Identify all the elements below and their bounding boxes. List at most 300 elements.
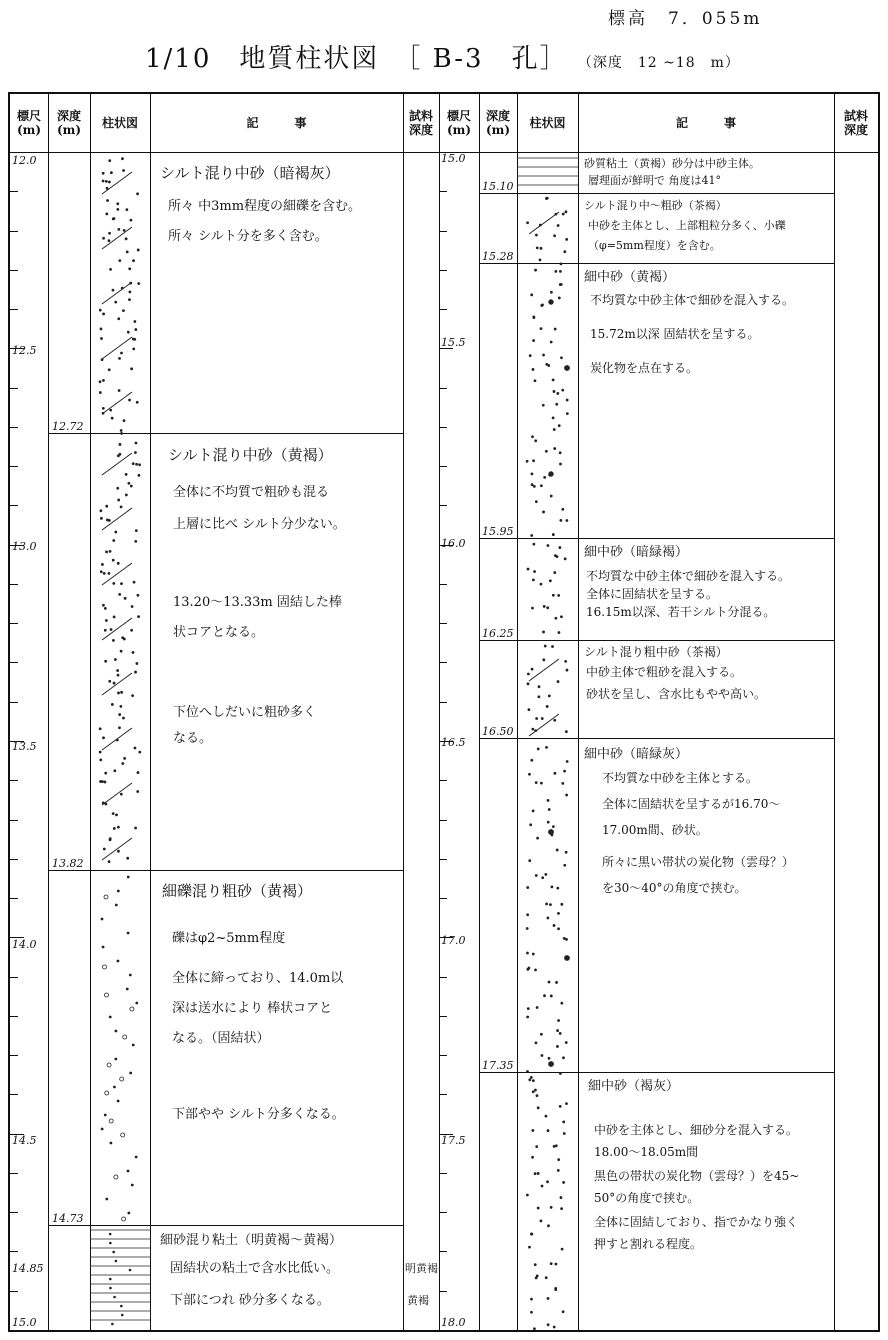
pattern-dot: [103, 313, 105, 315]
pattern-dot: [532, 810, 534, 812]
pattern-line: [102, 563, 132, 585]
pattern-dot: [113, 218, 115, 220]
pattern-dot: [547, 800, 549, 802]
pattern-dot: [526, 1194, 528, 1196]
pattern-dot: [120, 650, 122, 652]
pattern-dot: [106, 213, 108, 215]
pattern-dot: [555, 617, 557, 619]
pattern-dot: [113, 540, 115, 542]
pattern-dot: [558, 425, 560, 427]
pattern-dot: [115, 1058, 117, 1060]
pattern-dot: [529, 860, 531, 862]
pattern-dot: [561, 616, 563, 618]
pattern-dot: [118, 390, 120, 392]
pattern-dot: [127, 331, 129, 333]
pattern-dot: [544, 645, 546, 647]
layer-note: 所々 中3mm程度の細礫を含む。: [168, 199, 362, 214]
pattern-dot: [559, 1105, 561, 1107]
scale-tick: [10, 1016, 18, 1017]
scale-label: 13.5: [12, 740, 37, 753]
pattern-dot: [130, 219, 132, 221]
layer-title: シルト混り中砂（黄褐）: [168, 446, 333, 464]
pattern-dot: [133, 581, 135, 583]
pattern-dot: [560, 284, 562, 286]
pattern-dot: [134, 321, 136, 323]
pattern-dot: [549, 1062, 554, 1067]
pattern-dot: [121, 352, 123, 354]
pattern-dot: [554, 235, 556, 237]
pattern-dot: [543, 511, 545, 513]
pattern-dot: [546, 363, 548, 365]
pattern-dot: [535, 501, 537, 503]
layer-title: シルト混り粗中砂（茶褐）: [584, 645, 728, 659]
col-head-sample-right: 試料 深度: [843, 109, 868, 137]
pattern-dot: [559, 1033, 561, 1035]
pattern-dot: [115, 1260, 117, 1262]
layer-note: 層理面が鮮明で 角度は41°: [588, 174, 721, 187]
pattern-dot: [123, 420, 125, 422]
pattern-dot: [559, 547, 561, 549]
title-text: 1/10 地質柱状図 ［ B-3 孔］: [145, 44, 568, 74]
scale-label: 13.0: [12, 540, 37, 553]
scale-tick: [10, 388, 18, 389]
pattern-dot: [535, 782, 537, 784]
scale-tick: [10, 1212, 18, 1213]
pattern-dot: [114, 1086, 116, 1088]
pattern-dot: [555, 1263, 557, 1265]
pattern-dot: [558, 1159, 560, 1161]
scale-tick: [439, 1212, 447, 1213]
pattern-dot: [558, 912, 560, 914]
pattern-dot: [527, 887, 529, 889]
pattern-dot: [124, 597, 126, 599]
pattern-dot: [546, 746, 548, 748]
pattern-dot: [102, 408, 104, 410]
pattern-dot: [131, 1184, 133, 1186]
scale-tick: [439, 309, 447, 310]
layer-note: 炭化物を点在する。: [590, 361, 699, 375]
pattern-dot: [531, 1311, 533, 1313]
pattern-dot: [562, 213, 564, 215]
pattern-dot: [115, 301, 117, 303]
scale-tick: [10, 702, 18, 703]
pattern-dot: [541, 305, 543, 307]
pattern-dot: [126, 251, 128, 253]
pattern-dot: [137, 772, 139, 774]
pattern-dot: [535, 440, 537, 442]
scale-tick: [439, 1055, 447, 1056]
pattern-dot: [566, 669, 568, 671]
pattern-dot: [135, 827, 137, 829]
pattern-dot: [119, 593, 121, 595]
pattern-dot: [118, 318, 120, 320]
layer-title: 細中砂（暗緑褐）: [584, 545, 689, 560]
pattern-dot: [110, 269, 112, 271]
pattern-dot: [132, 652, 134, 654]
pattern-dot: [101, 338, 103, 340]
pattern-dot: [531, 473, 533, 475]
pattern-dot: [553, 1326, 555, 1328]
pattern-dot: [542, 877, 544, 879]
pattern-dot: [566, 399, 568, 401]
pattern-dot: [109, 680, 111, 682]
pattern-dot: [554, 328, 556, 330]
pattern-dot: [108, 861, 110, 863]
pattern-dot: [99, 728, 101, 730]
pattern-dot: [544, 477, 546, 479]
pattern-dot: [535, 875, 537, 877]
scale-tick: [439, 1094, 447, 1095]
pattern-dot: [538, 696, 540, 698]
pattern-dot: [135, 541, 137, 543]
pattern-dot: [111, 704, 113, 706]
pattern-dot: [556, 849, 558, 851]
pattern-dot: [548, 981, 550, 983]
scale-tick: [439, 820, 447, 821]
pattern-dot: [550, 341, 552, 343]
layer-title: 細礫混り粗砂（黄褐）: [162, 882, 313, 900]
scale-tick: [439, 623, 447, 624]
pattern-dot: [549, 830, 554, 835]
pattern-dot: [564, 864, 566, 866]
scale-tick: [439, 898, 447, 899]
pattern-dot: [553, 925, 555, 927]
pattern-dot: [119, 444, 121, 446]
pattern-dot: [532, 1130, 534, 1132]
layer-note: 13.20～13.33m 固結した棒: [173, 595, 342, 610]
pattern-dot: [129, 291, 131, 293]
scale-tick: [439, 584, 447, 585]
layer-note: 18.00～18.05m間: [594, 1145, 699, 1159]
pattern-dot: [126, 209, 128, 211]
pattern-gravel: [130, 1007, 134, 1011]
pattern-dot: [117, 487, 119, 489]
scale-label: 17.0: [441, 934, 466, 947]
pattern-dot: [531, 1298, 533, 1300]
pattern-dot: [548, 1057, 550, 1059]
pattern-dot: [534, 571, 536, 573]
pattern-dot: [562, 508, 564, 510]
scale-tick: [10, 623, 18, 624]
pattern-dot: [110, 409, 112, 411]
pattern-dot: [121, 1305, 123, 1307]
pattern-line: [102, 838, 132, 860]
scale-tick: [10, 270, 18, 271]
layer-note: 16.15m以深、若干シルト分混る。: [586, 605, 776, 619]
pattern-dot: [563, 1133, 565, 1135]
layer-note: 黒色の帯状の炭化物（雲母？）を45~: [594, 1169, 800, 1183]
pattern-dot: [561, 357, 563, 359]
scale-tick: [439, 977, 447, 978]
pattern-dot: [558, 595, 560, 597]
col-head-sample: 試料 深度: [408, 109, 433, 137]
depth-label: 17.35: [482, 1059, 514, 1072]
pattern-dot: [535, 1277, 537, 1279]
pattern-dot: [100, 759, 102, 761]
pattern-dot: [552, 646, 554, 648]
pattern-dot: [120, 506, 122, 508]
scale-tick: [439, 505, 447, 506]
pattern-line: [102, 282, 132, 304]
pattern-dot: [539, 259, 541, 261]
pattern-dot: [135, 1156, 137, 1158]
pattern-dot: [118, 850, 120, 852]
pattern-dot: [554, 448, 556, 450]
pattern-dot: [132, 1044, 134, 1046]
pattern-dot: [135, 530, 137, 532]
layer-note: 上層に比べ シルト分少ない。: [173, 517, 346, 532]
pattern-dot: [537, 748, 539, 750]
page-title: [145, 38, 740, 75]
pattern-dot: [109, 551, 111, 553]
pattern-dot: [532, 728, 534, 730]
col-head-scale: 標尺 (m): [16, 109, 42, 137]
col-head-column-right: 柱状図: [529, 116, 566, 130]
pattern-dot: [555, 270, 557, 272]
pattern-dot: [530, 1076, 532, 1078]
pattern-dot: [536, 247, 538, 249]
scale-tick: [439, 1016, 447, 1017]
pattern-dot: [565, 661, 567, 663]
pattern-dot: [557, 1046, 559, 1048]
pattern-dot: [550, 904, 552, 906]
layer-note: なる。（固結状）: [172, 1031, 270, 1046]
pattern-dot: [566, 413, 568, 415]
scale-label: 15.0: [12, 1316, 37, 1329]
layer-note: 所々 シルト分を多く含む。: [168, 229, 328, 244]
pattern-dot: [100, 571, 102, 573]
layer-note: 下部につれ 砂分多くなる。: [170, 1293, 330, 1308]
pattern-dot: [536, 1095, 538, 1097]
pattern-dot: [104, 1114, 106, 1116]
pattern-dot: [103, 848, 105, 850]
pattern-dot: [543, 659, 545, 661]
depth-label: 14.73: [52, 1212, 84, 1225]
pattern-dot: [104, 629, 106, 631]
pattern-dot: [537, 1107, 539, 1109]
scale-label: 12.0: [12, 154, 37, 167]
pattern-dot: [132, 695, 134, 697]
pattern-dot: [536, 1146, 538, 1148]
pattern-dot: [540, 485, 542, 487]
pattern-dot: [559, 1073, 561, 1075]
pattern-dot: [109, 1016, 111, 1018]
scale-tick: [10, 1291, 18, 1292]
pattern-dot: [543, 605, 545, 607]
pattern-dot: [117, 1100, 119, 1102]
pattern-dot: [557, 681, 559, 683]
pattern-dot: [112, 1323, 114, 1325]
scale-tick: [439, 231, 447, 232]
pattern-dot: [113, 639, 115, 641]
pattern-dot: [543, 631, 545, 633]
pattern-gravel: [105, 1091, 109, 1095]
pattern-dot: [126, 988, 128, 990]
pattern-dot: [565, 366, 570, 371]
layer-note: 中砂主体で粗砂を混入する。: [586, 665, 743, 679]
pattern-dot: [560, 520, 562, 522]
pattern-dot: [557, 1170, 559, 1172]
pattern-dot: [115, 1030, 117, 1032]
pattern-dot: [529, 773, 531, 775]
pattern-dot: [550, 1263, 552, 1265]
pattern-dot: [565, 851, 567, 853]
pattern-dot: [113, 828, 115, 830]
pattern-gravel: [105, 993, 109, 997]
pattern-dot: [108, 572, 110, 574]
layer-note: 中砂を主体とし、上部粗粒分多く、小礫: [588, 219, 786, 232]
pattern-dot: [534, 1264, 536, 1266]
pattern-dot: [139, 464, 141, 466]
layer-note: 固結状の粘土で含水比低い。: [170, 1261, 340, 1276]
pattern-dot: [556, 556, 558, 558]
scale-label: 17.5: [441, 1134, 466, 1147]
scale-tick: [10, 191, 18, 192]
pattern-dot: [129, 1269, 131, 1271]
pattern-dot: [135, 671, 137, 673]
pattern-dot: [129, 299, 131, 301]
pattern-dot: [103, 237, 105, 239]
scale-tick: [10, 505, 18, 506]
pattern-dot: [117, 890, 119, 892]
pattern-dot: [108, 240, 110, 242]
pattern-dot: [559, 452, 561, 454]
pattern-dot: [541, 1055, 543, 1057]
pattern-dot: [101, 517, 103, 519]
pattern-dot: [127, 932, 129, 934]
scale-tick: [439, 466, 447, 467]
scale-tick: [10, 427, 18, 428]
scale-tick: [439, 1291, 447, 1292]
layer-title: シルト混り中砂（暗褐灰）: [160, 164, 340, 182]
pattern-dot: [548, 1225, 550, 1227]
pattern-dot: [110, 1242, 112, 1244]
pattern-dot: [529, 1079, 531, 1081]
pattern-dot: [110, 1142, 112, 1144]
pattern-dot: [527, 222, 529, 224]
col-head-notes: 記 事: [246, 116, 307, 130]
pattern-dot: [531, 1233, 533, 1235]
scale-tick: [439, 662, 447, 663]
pattern-dot: [560, 1197, 562, 1199]
layer-title: 細中砂（褐灰）: [588, 1079, 680, 1094]
pattern-dot: [565, 211, 567, 213]
pattern-dot: [552, 594, 554, 596]
pattern-dot: [104, 607, 106, 609]
depth-label: 16.25: [482, 627, 514, 640]
pattern-dot: [564, 251, 566, 253]
layer-note: 全体に固結状を呈するが16.70～: [602, 797, 781, 811]
layer-note: 所々に黒い帯状の炭化物（雲母？）: [602, 855, 795, 869]
pattern-dot: [121, 691, 123, 693]
pattern-dot: [563, 1182, 565, 1184]
pattern-dot: [531, 294, 533, 296]
pattern-dot: [113, 682, 115, 684]
pattern-dot: [116, 814, 118, 816]
scale-tick: [439, 270, 447, 271]
pattern-dot: [552, 534, 554, 536]
pattern-dot: [120, 793, 122, 795]
pattern-dot: [127, 876, 129, 878]
pattern-dot: [546, 706, 548, 708]
pattern-dot: [548, 809, 550, 811]
pattern-dot: [112, 289, 114, 291]
pattern-dot: [561, 903, 563, 905]
pattern-dot: [127, 857, 129, 859]
pattern-dot: [553, 429, 555, 431]
pattern-gravel: [104, 895, 108, 899]
pattern-dot: [104, 781, 106, 783]
pattern-dot: [117, 203, 119, 205]
pattern-dot: [563, 1121, 565, 1123]
pattern-dot: [566, 1103, 568, 1105]
pattern-dot: [130, 1072, 132, 1074]
pattern-dot: [138, 474, 140, 476]
pattern-line: [529, 212, 559, 234]
pattern-dot: [550, 1207, 552, 1209]
pattern-dot: [110, 1287, 112, 1289]
pattern-dot: [547, 1324, 549, 1326]
pattern-dot: [105, 803, 107, 805]
pattern-dot: [548, 695, 550, 697]
pattern-dot: [105, 660, 107, 662]
pattern-dot: [540, 583, 542, 585]
pattern-dot: [557, 393, 559, 395]
pattern-dot: [527, 952, 529, 954]
pattern-dot: [137, 791, 139, 793]
pattern-dot: [125, 473, 127, 475]
pattern-dot: [114, 770, 116, 772]
pattern-dot: [139, 751, 141, 753]
pattern-dot: [531, 535, 533, 537]
pattern-dot: [541, 1185, 543, 1187]
scale-tick: [439, 388, 447, 389]
pattern-line: [102, 673, 132, 695]
pattern-dot: [128, 482, 130, 484]
pattern-dot: [564, 558, 566, 560]
pattern-dot: [119, 714, 121, 716]
pattern-dot: [545, 1277, 547, 1279]
pattern-dot: [105, 180, 107, 182]
scale-tick: [439, 780, 447, 781]
pattern-dot: [547, 917, 549, 919]
scale-tick: [439, 859, 447, 860]
pattern-dot: [120, 430, 122, 432]
scale-label: 12.5: [12, 344, 37, 357]
scale-label: 15.0: [441, 152, 466, 165]
pattern-dot: [527, 1071, 529, 1073]
pattern-dot: [103, 604, 105, 606]
pattern-dot: [138, 616, 140, 618]
col-head-column: 柱状図: [101, 116, 138, 130]
layer-note: 全体に固結状を呈する。: [586, 587, 719, 601]
pattern-dot: [529, 355, 531, 357]
sample-label: 黄褐: [407, 1294, 429, 1307]
pattern-gravel: [122, 1217, 126, 1221]
pattern-dot: [109, 1278, 111, 1280]
pattern-dot: [560, 263, 562, 265]
pattern-dot: [113, 582, 115, 584]
layer-note: 下部やや シルト分多くなる。: [172, 1107, 345, 1122]
pattern-dot: [526, 928, 528, 930]
pattern-dot: [105, 772, 107, 774]
pattern-line: [102, 728, 132, 750]
depth-label: 15.28: [482, 250, 514, 263]
pattern-dot: [560, 270, 562, 272]
pattern-dot: [532, 1156, 534, 1158]
pattern-gravel: [103, 965, 107, 969]
pattern-line: [529, 659, 559, 681]
